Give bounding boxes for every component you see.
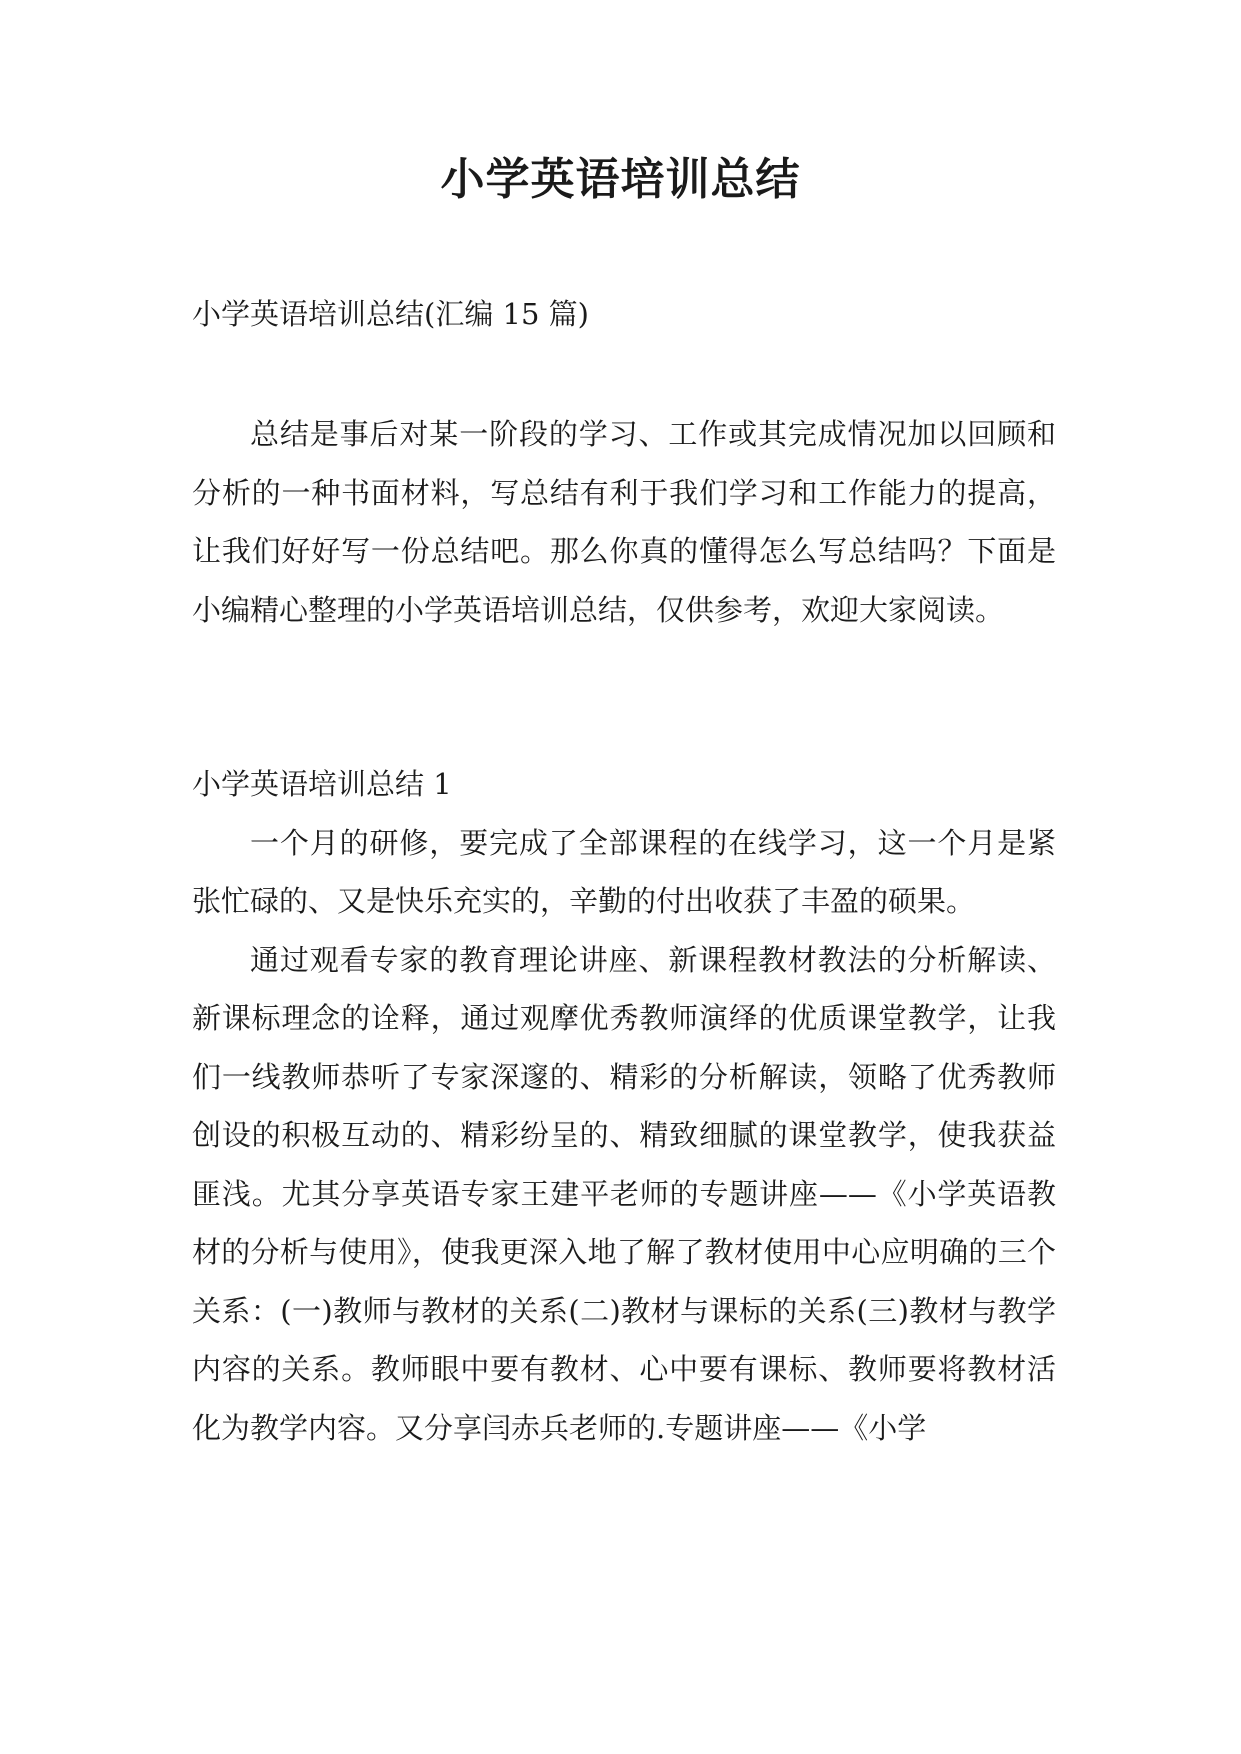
intro-section <box>192 405 1056 639</box>
section-heading: 小学英语培训总结 1 <box>192 767 452 801</box>
section-1 <box>192 755 1056 1457</box>
document-subtitle: 小学英语培训总结(汇编 15 篇) <box>192 297 589 331</box>
document-title: 小学英语培训总结 <box>440 154 801 205</box>
section-paragraph: 一个月的研修，要完成了全部课程的在线学习，这一个月是紧张忙碌的、又是快乐充实的，辛勤的付出收获了丰盈的硕果。 <box>192 825 1056 918</box>
section-paragraph: 通过观看专家的教育理论讲座、新课程教材教法的分析解读、新课标理念的诠释，通过观摩优秀教师演绎的优质课堂教学，让我们一线教师恭听了专家深邃的、精彩的分析解读，领略了优秀教师创设的积极互动的、精彩纷呈的、精致细腻的课堂教学，使我获益匪浅。尤其分享英语专家王建平老师的专题讲座——《小学英语教材的分析与使用》，使我更深入地了解了教材使用中心应明确的三个关系：(一)教师与教材的关系(二)教材与课标的关系(三)教材与教学内容的关系。教师眼中要有教材、心中要有课标、教师要将教材活化为教学内容。又分享闫赤兵老师的.专题讲座——《小学 <box>192 942 1056 1445</box>
intro-paragraph: 总结是事后对某一阶段的学习、工作或其完成情况加以回顾和分析的一种书面材料，写总结有利于我们学习和工作能力的提高，让我们好好写一份总结吧。那么你真的懂得怎么写总结吗？下面是小编精心整理的小学英语培训总结，仅供参考，欢迎大家阅读。 <box>192 417 1056 627</box>
